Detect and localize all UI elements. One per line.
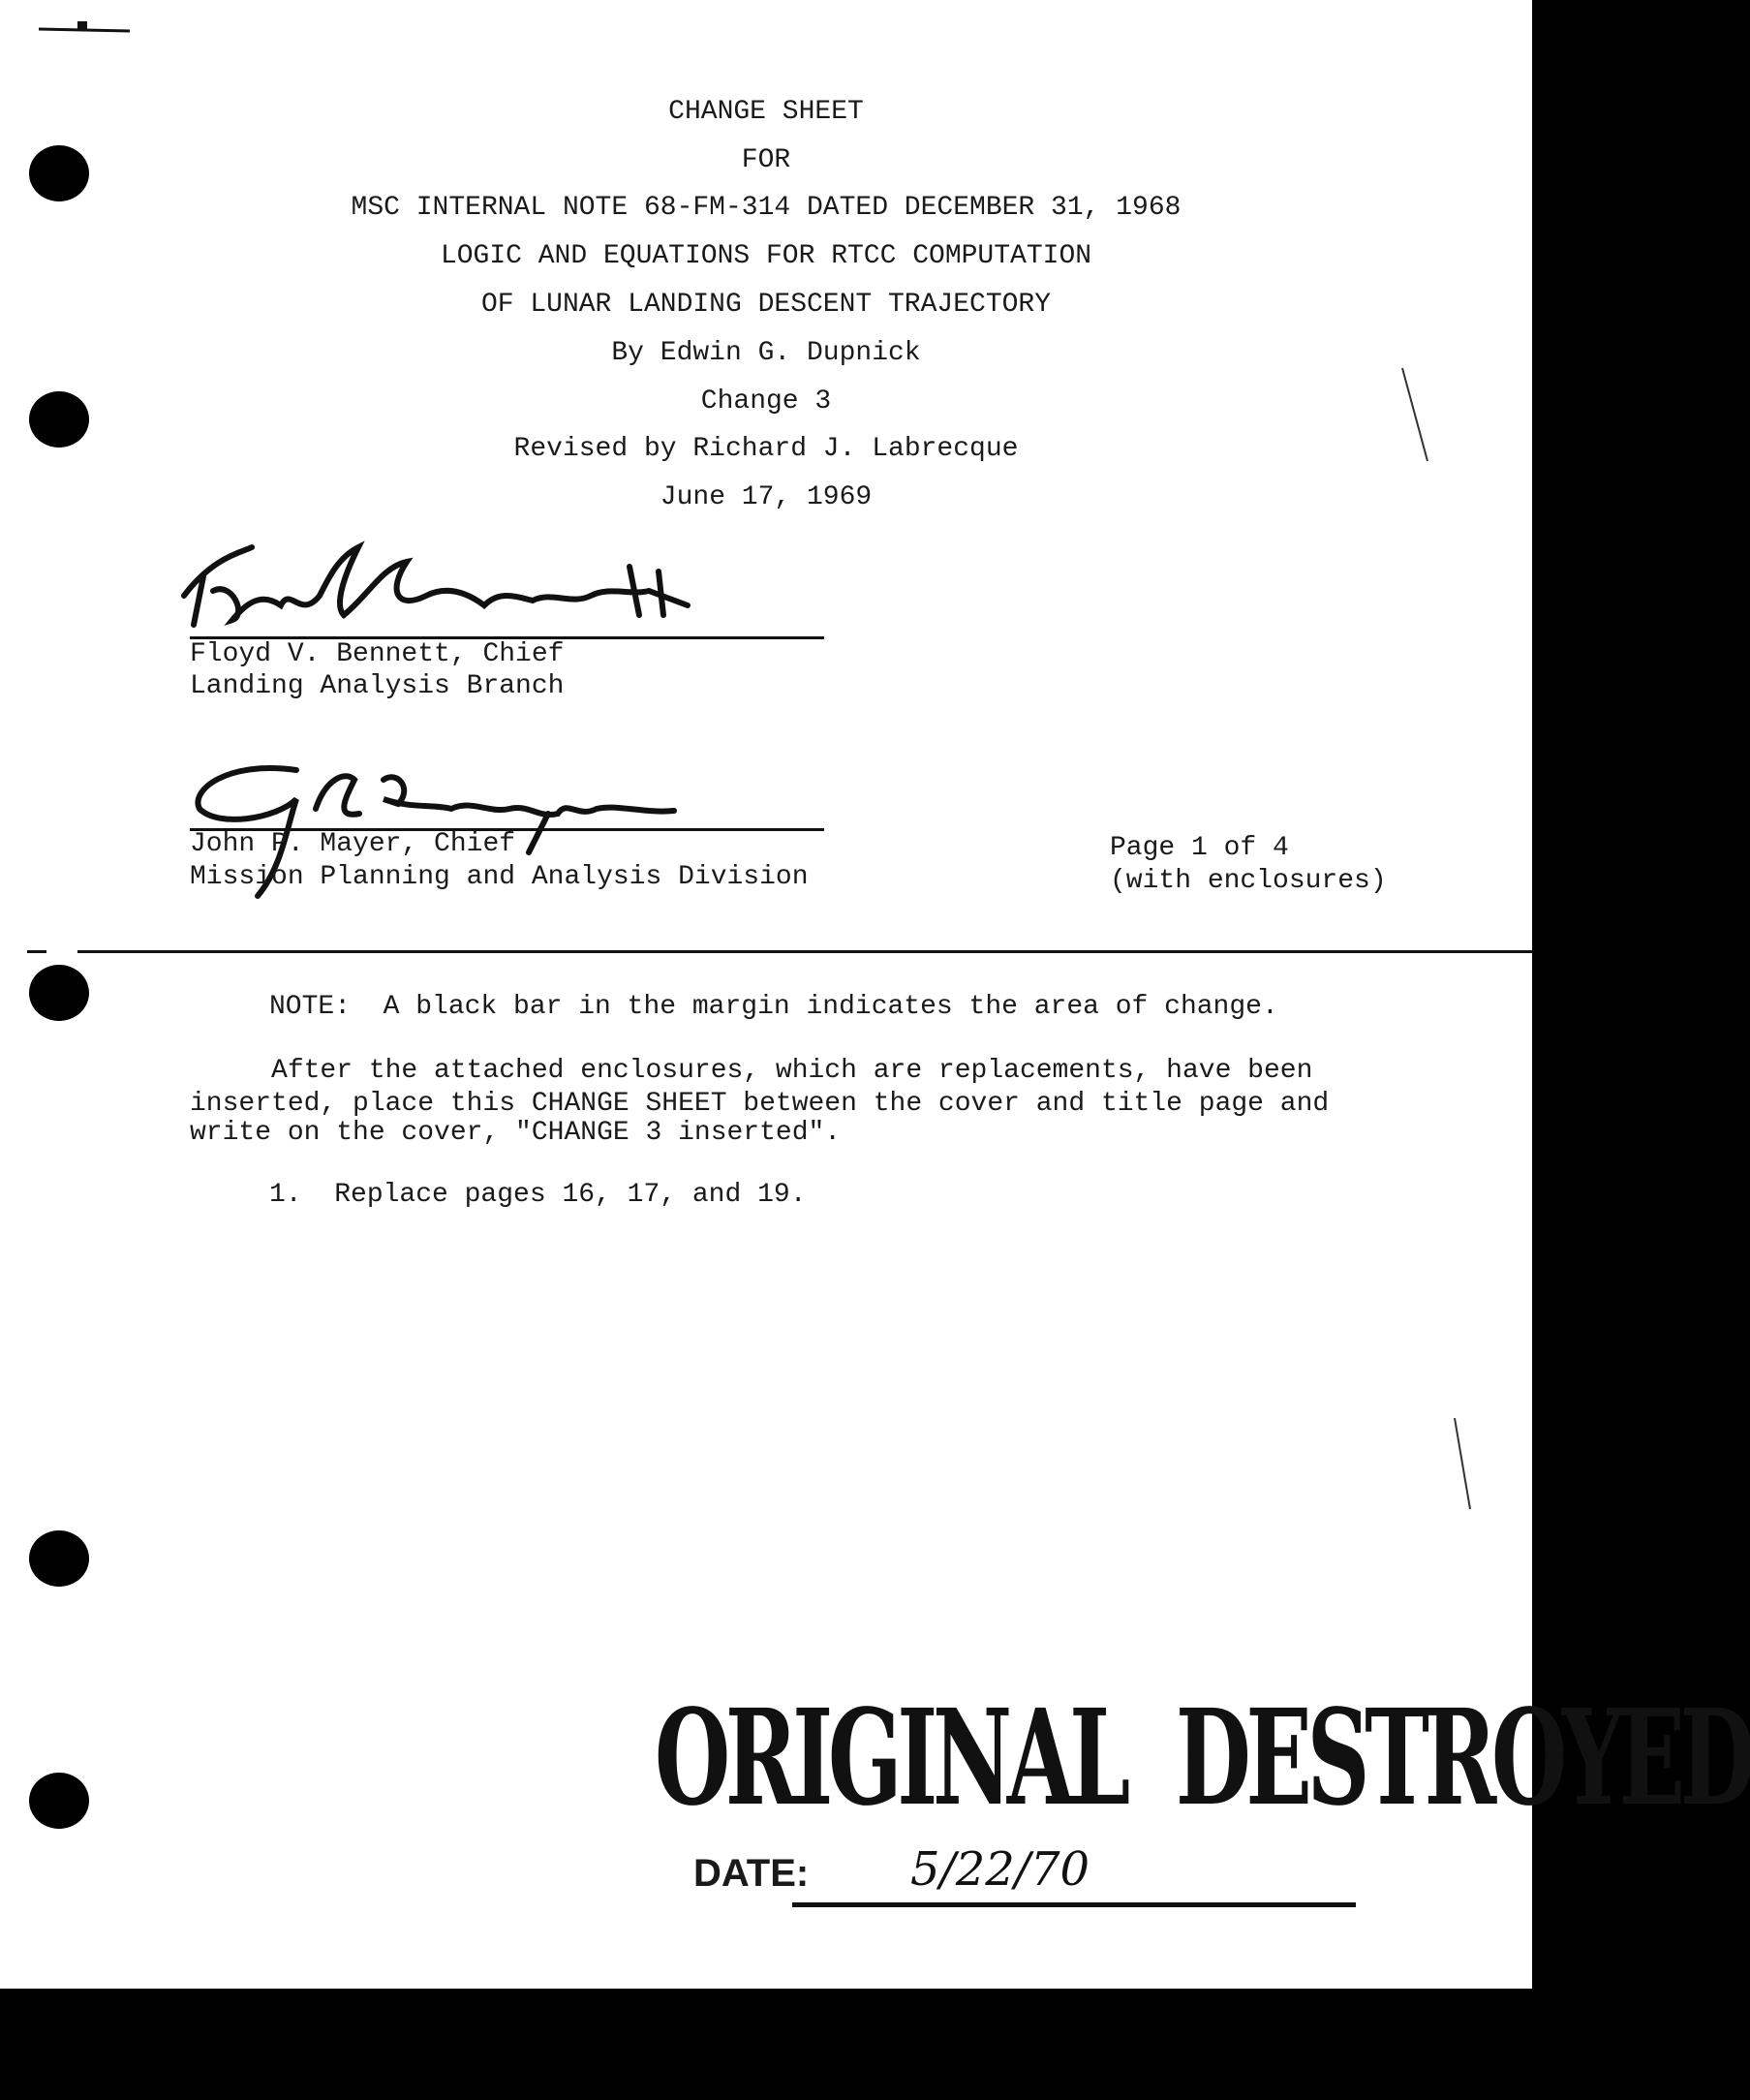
punch-hole [29, 965, 89, 1021]
page-number: Page 1 of 4 [1110, 833, 1289, 863]
instructions-line-1: After the attached enclosures, which are replacements, have been [190, 1056, 1313, 1086]
instructions-line-2: inserted, place this CHANGE SHEET between the cover and title page and [190, 1089, 1330, 1119]
stamp-date-value: 5/22/70 [910, 1842, 1090, 1897]
document-title: CHANGE SHEET [668, 97, 864, 127]
section-divider [77, 950, 1532, 953]
punch-hole [29, 1530, 89, 1587]
punch-hole [29, 1773, 89, 1829]
original-destroyed-stamp: ORIGINAL DESTROYED [655, 1681, 1750, 1836]
header-subject-2: OF LUNAR LANDING DESCENT TRAJECTORY [480, 290, 1052, 320]
header-for: FOR [741, 145, 791, 175]
header-revised: Revised by Richard J. Labrecque [513, 434, 1019, 464]
signer-2-name: John P. Mayer, Chief [190, 829, 516, 859]
header-author: By Edwin G. Dupnick [611, 338, 921, 368]
margin-mark-icon [1447, 1416, 1476, 1513]
scan-mark-icon [37, 17, 134, 41]
stamp-date-label: DATE: [693, 1852, 810, 1895]
margin-dash [27, 950, 46, 953]
page-enclosures: (with enclosures) [1110, 866, 1387, 896]
stamp-date-line [792, 1902, 1356, 1907]
header-change: Change 3 [700, 386, 832, 417]
signer-2-title: Mission Planning and Analysis Division [190, 862, 809, 892]
header-date: June 17, 1969 [660, 482, 873, 512]
signer-1-title: Landing Analysis Branch [190, 671, 565, 701]
instruction-item-1: 1. Replace pages 16, 17, and 19. [269, 1180, 807, 1210]
header-subject-1: LOGIC AND EQUATIONS FOR RTCC COMPUTATION [440, 241, 1092, 271]
change-note: NOTE: A black bar in the margin indicates the area of change. [269, 992, 1278, 1022]
instructions-line-3: write on the cover, "CHANGE 3 inserted". [190, 1118, 842, 1148]
signature-bennett [174, 538, 736, 634]
header-note-ref: MSC INTERNAL NOTE 68-FM-314 DATED DECEMBER 31, 1968 [351, 193, 1182, 223]
signer-1-name: Floyd V. Bennett, Chief [190, 639, 565, 669]
